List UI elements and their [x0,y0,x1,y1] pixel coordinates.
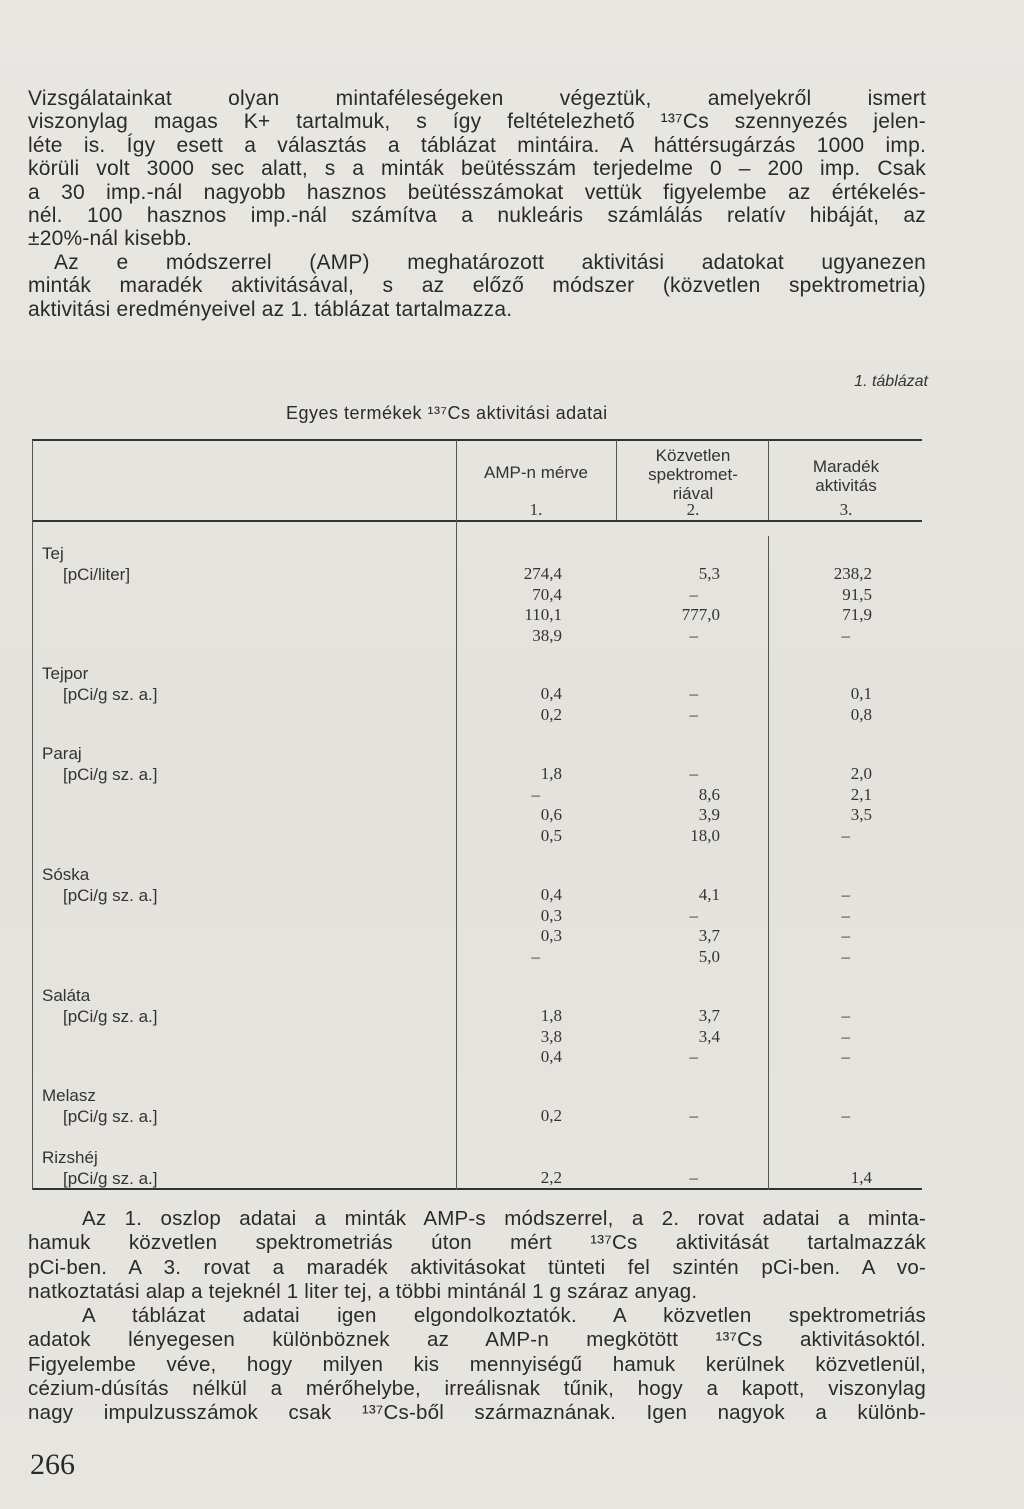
column-header-line: aktivitás [815,476,877,495]
table-cell: 5,0 [698,946,720,966]
table-cell: 3,9 [698,805,720,824]
text-line: Figyelembe véve, hogy milyen kis mennyiségű hamuk kerülnek közvetlenül, [28,1352,926,1376]
table-cell: – [531,946,540,966]
text-line: Az 1. oszlop adatai a minták AMP-s módszerrel, a 2. rovat adatai a minta- [82,1207,926,1230]
table-cell: 1,4 [850,1168,872,1187]
table-cell: 3,7 [698,1006,720,1025]
text-line: A táblázat adatai igen elgondolkoztatók. A közvetlen spektrometriás [82,1304,926,1328]
table-cell: 0,4 [540,1047,562,1066]
table-cell: – [689,1047,698,1066]
values-col2 [630,764,720,846]
table-cell: – [841,1006,850,1025]
table-cell: 0,4 [540,684,562,703]
table-cell: 1,8 [540,764,562,783]
table-cell: 0,3 [540,905,562,925]
text-line: nagy impulzusszámok csak ¹³⁷Cs-ből származnának. Igen nagyok a különb- [28,1401,926,1425]
product-name: Tej [42,544,64,563]
column-divider [768,536,769,1190]
text-line: körüli volt 3000 sec alatt, s a minták beütésszám terjedelme 0 – 200 imp. Csak [28,157,926,181]
table-title: Egyes termékek ¹³⁷Cs aktivitási adatai [286,403,608,423]
text-line: Vizsgálatainkat olyan mintaféleségeken végeztük, amelyekről ismert [28,87,926,110]
values-col2 [630,1168,720,1189]
table-cell: – [841,625,850,645]
column-header-line: riával [672,484,714,503]
values-col1 [470,1168,562,1189]
values-col1 [470,764,562,846]
intro-paragraph [28,87,926,321]
table-label: 1. táblázat [854,373,928,390]
table-cell: 18,0 [690,825,720,845]
table-cell: – [689,1168,698,1187]
table-cell: – [841,1106,850,1125]
table-cell: 0,2 [540,704,562,724]
column-divider [456,440,457,1190]
table-cell: – [689,1106,698,1125]
text-line: léte is. Így esett a választás a táblázat mintáira. A háttérsugárzás 1000 imp. [28,133,926,157]
values-col3 [780,1006,872,1068]
values-col1 [470,885,562,967]
column-number: 3. [839,500,853,519]
product-label [42,986,157,1027]
text-line: hamuk közvetlen spektrometriás úton mért ¹³⁷Cs aktivitását tartalmazzák [28,1231,926,1255]
table-cell: – [531,784,540,804]
table-cell: 3,8 [540,1026,562,1046]
values-col2 [630,1106,720,1127]
text-line: Az e módszerrel (AMP) meghatározott aktivitási adatokat ugyanezen [54,250,926,274]
values-col3 [780,1106,872,1127]
table-cell: 0,5 [540,825,562,845]
column-header-line: Közvetlen [655,446,731,465]
column-header-amp [458,463,614,482]
product-unit: [pCi/g sz. a.] [63,1168,158,1188]
table-cell: 0,2 [540,1106,562,1125]
table-cell: 2,2 [540,1168,562,1187]
table-cell: – [689,684,698,703]
table-cell: – [841,926,850,945]
product-name: Melasz [42,1086,96,1105]
values-col3 [780,885,872,967]
text-line: adatok lényegesen különböznek az AMP-n megkötött ¹³⁷Cs aktivitásoktól. [28,1328,926,1352]
text-line: aktivitási eredményeivel az 1. táblázat tartalmazza. [28,297,513,321]
product-unit: [pCi/liter] [63,564,131,584]
text-line: viszonylag magas K+ tartalmuk, s így feltételezhető ¹³⁷Cs szennyezés jelen- [28,110,926,134]
table-cell: 2,1 [850,784,872,804]
product-unit: [pCi/g sz. a.] [63,1106,158,1126]
product-label [42,544,130,585]
column-header-direct [618,446,768,503]
table-cell: 5,3 [698,564,720,583]
values-col1 [470,684,562,725]
text-line: cézium-dúsítás nélkül a mérőhelybe, irreálisnak tűnik, hogy a kapott, viszonylag [28,1377,926,1401]
column-header-text: AMP-n mérve [484,463,588,482]
table-cell: 3,4 [698,1026,720,1046]
table-cell: 0,3 [540,926,562,945]
values-col2 [630,1006,720,1068]
table-cell: 91,5 [842,584,872,604]
product-unit: [pCi/g sz. a.] [63,764,158,784]
column-number: 2. [686,500,700,519]
table-cell: 0,4 [540,885,562,904]
product-name: Saláta [42,986,91,1005]
table-cell: – [689,584,698,604]
table-cell: – [841,1047,850,1066]
column-number: 1. [529,500,543,519]
table-cell: 0,8 [850,704,872,724]
text-line: nél. 100 hasznos imp.-nál számítva a nukleáris számlálás relatív hibáját, az [28,204,926,228]
product-unit: [pCi/g sz. a.] [63,684,158,704]
table-cell: 0,6 [540,805,562,824]
column-header-line: Maradék [812,457,880,476]
values-col3 [780,684,872,725]
table-left-border [32,440,33,1190]
page-number: 266 [30,1448,75,1481]
table-cell: 238,2 [833,564,872,583]
product-name: Tejpor [42,664,89,683]
table-cell: – [841,946,850,966]
table-cell: – [841,825,850,845]
column-divider [616,440,617,520]
table-cell: – [841,885,850,904]
text-line: natkoztatási alap a tejeknél 1 liter tej, a többi mintánál 1 g száraz anyag. [28,1279,698,1303]
table-cell: – [689,625,698,645]
table-cell: 4,1 [698,885,720,904]
product-name: Rizshéj [42,1148,98,1167]
table-cell: 3,5 [850,805,872,824]
values-col1 [470,1006,562,1068]
table-cell: – [689,764,698,783]
values-col3 [780,764,872,846]
column-header-residual [770,457,922,495]
table-cell: 70,4 [532,584,562,604]
table-cell: 0,1 [850,684,872,703]
table-header-rule [32,520,922,522]
table-cell: – [689,704,698,724]
column-divider [768,440,769,520]
table-cell: 3,7 [698,926,720,945]
values-col2 [630,564,720,646]
column-header-line: spektromet- [648,465,738,484]
table-top-rule [32,439,922,441]
values-col1 [470,1106,562,1127]
product-unit: [pCi/g sz. a.] [63,1006,158,1026]
table-cell: – [841,905,850,925]
product-name: Sóska [42,865,90,884]
product-label [42,664,157,705]
values-col2 [630,885,720,967]
table-cell: 777,0 [681,605,720,624]
table-cell: 71,9 [842,605,872,624]
text-line: minták maradék aktivitásával, s az előző módszer (közvetlen spektrometria) [28,274,926,298]
table-cell: 274,4 [523,564,562,583]
product-label [42,1148,157,1189]
values-col2 [630,684,720,725]
table-cell: 2,0 [850,764,872,783]
text-line: ±20%-nál kisebb. [28,227,193,251]
table-cell: – [689,905,698,925]
product-label [42,1086,157,1127]
table-cell: 8,6 [698,784,720,804]
text-line: a 30 imp.-nál nagyobb hasznos beütésszámokat vettük figyelembe az értékelés- [28,180,926,204]
discussion-paragraph [28,1207,926,1426]
table-cell: 38,9 [532,625,562,645]
table-cell: 1,8 [540,1006,562,1025]
product-unit: [pCi/g sz. a.] [63,885,158,905]
text-line: pCi-ben. A 3. rovat a maradék aktivitásokat tünteti fel szintén pCi-ben. A vo- [28,1255,926,1279]
values-col3 [780,1168,872,1189]
product-label [42,865,157,906]
table-cell: – [841,1026,850,1046]
table-cell: 110,1 [524,605,562,624]
values-col1 [470,564,562,646]
values-col3 [780,564,872,646]
product-label [42,744,157,785]
product-name: Paraj [42,744,82,763]
